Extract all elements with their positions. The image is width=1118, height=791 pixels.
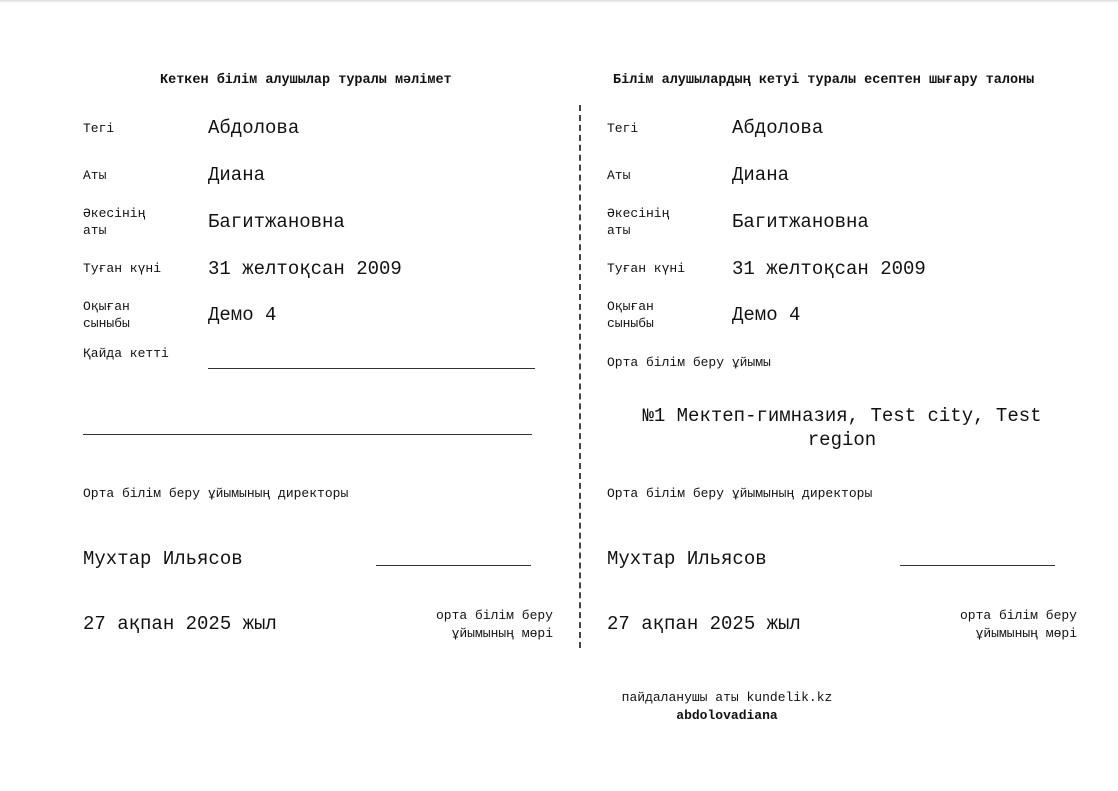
cut-dashed-divider — [579, 105, 581, 648]
seal-label: орта білім беру ұйымының мөрі — [435, 608, 553, 641]
right-section-removal-slip — [607, 0, 1077, 791]
username: abdolovadiana — [676, 708, 778, 723]
signature-line — [376, 565, 531, 566]
footer-user-info — [607, 689, 847, 725]
class-label: Оқыған сыныбы — [607, 299, 654, 331]
organization-label: Орта білім беру ұйымы — [607, 355, 771, 370]
director-label: Орта білім беру ұйымының директоры — [83, 486, 349, 501]
birth-date-value: 31 желтоқсан 2009 — [732, 258, 926, 280]
left-section-departed-info — [83, 0, 553, 791]
class-value: Демо 4 — [732, 304, 801, 326]
issue-date: 27 ақпан 2025 жыл — [83, 613, 277, 635]
patronymic-label: Әкесінің аты — [83, 206, 146, 238]
surname-value: Абдолова — [208, 117, 300, 139]
patronymic-value: Багитжановна — [732, 211, 869, 233]
director-name: Мухтар Ильясов — [607, 548, 767, 570]
patronymic-value: Багитжановна — [208, 211, 345, 233]
patronymic-label: Әкесінің аты — [607, 206, 670, 238]
left-title: Кеткен білім алушылар туралы мәлімет — [160, 73, 452, 88]
surname-value: Абдолова — [732, 117, 824, 139]
name-value: Диана — [732, 164, 790, 186]
destination-blank-line — [208, 368, 535, 369]
director-name: Мухтар Ильясов — [83, 548, 243, 570]
username-label: пайдаланушы аты kundelik.kz — [621, 690, 833, 705]
surname-label: Тегі — [607, 121, 639, 136]
name-label: Аты — [83, 168, 107, 183]
class-label: Оқыған сыныбы — [83, 299, 130, 331]
name-value: Диана — [208, 164, 266, 186]
organization-name: №1 Мектеп-гимназия, Test city, Test region — [642, 405, 1042, 451]
right-title: Білім алушылардың кетуі туралы есептен шығару талоны — [613, 73, 1035, 88]
class-value: Демо 4 — [208, 304, 277, 326]
destination-blank-line-2 — [83, 434, 532, 435]
seal-label: орта білім беру ұйымының мөрі — [959, 608, 1077, 641]
birth-date-value: 31 желтоқсан 2009 — [208, 258, 402, 280]
issue-date: 27 ақпан 2025 жыл — [607, 613, 801, 635]
birth-date-label: Туған күні — [607, 261, 686, 276]
director-label: Орта білім беру ұйымының директоры — [607, 486, 873, 501]
surname-label: Тегі — [83, 121, 115, 136]
name-label: Аты — [607, 168, 631, 183]
birth-date-label: Туған күні — [83, 261, 162, 276]
destination-label: Қайда кетті — [83, 346, 169, 361]
signature-line — [900, 565, 1055, 566]
